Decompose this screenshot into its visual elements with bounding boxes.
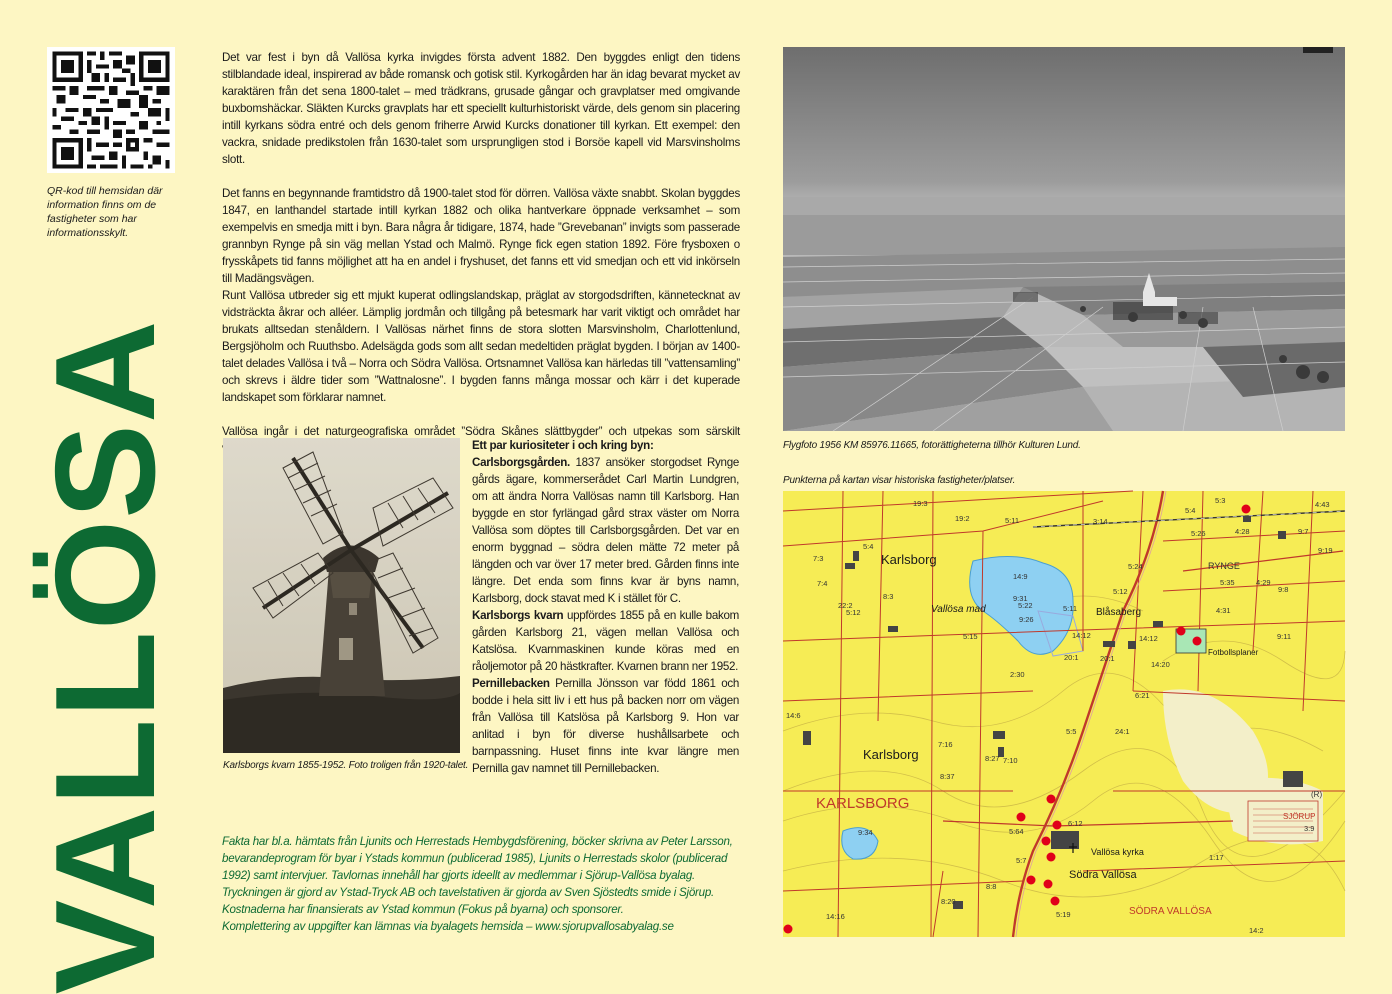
- map-parcel-number: 19:2: [955, 514, 970, 523]
- map-parcel-number: 14:9: [1013, 572, 1028, 581]
- curiosities: [472, 437, 739, 777]
- map-label-fotbollsplaner: Fotbollsplaner: [1208, 648, 1259, 657]
- map-parcel-number: 5:24: [1128, 562, 1143, 571]
- curiosity-text-1: 1837 ansöker storgodset Rynge gårds ägare, kommerserådet Carl Martin Lundgren, om att ändra Norra Vallösas namn till Karlsborg. Han byggde en stor fyrlängad gård strax väster om Norra Vallösa som döptes till Carlsborgsgården. Det var en enorm byggnad – södra delen mätte 72 meter på längden och var över 17 meter bred. Gården finns inte längre. Det enda som finns kvar är byns namn, Karlsborg, dock stavat med K i stället för C.: [472, 456, 739, 605]
- map-parcel-number: 14:6: [786, 711, 801, 720]
- map-parcel-number: 9:7: [1298, 527, 1309, 536]
- sources-line-6[interactable]: Komplettering av uppgifter kan lämnas via byalagets hemsida – www.sjorupvallosabyalag.se: [222, 920, 674, 933]
- map-parcel-number: 8:20: [941, 897, 956, 906]
- intro-paragraph-1: Det var fest i byn då Vallösa kyrka invigdes första advent 1882. Den byggdes enligt den tidens stilblandade ideal, inspirerad av både romansk och gotisk stil. Kyrkogården har än idag bevarat mycket av karaktären från det sena 1800-talet – med trädkrans, grusade gångar och gravplatser med omgivande buxbomshäckar. Släkten Kurcks gravplats har ett speciellt kulturhistoriskt värde, dels genom sin placering intill kyrkans södra entré och dels genom friherre Arwid Kurcks donationer till kyrkan. Ett exempel: den vackra, snidade predikstolen från 1630-talet som ursprungligen stod i Borsöe kapell vid Marsvinsholms slott.: [222, 51, 740, 166]
- map-parcel-number: 5:12: [846, 608, 861, 617]
- map-caption: Punkterna på kartan visar historiska fastigheter/platser.: [783, 475, 1016, 486]
- map-label-vallosa-kyrka: Vallösa kyrka: [1091, 847, 1144, 857]
- map-parcel-number: 7:4: [817, 579, 828, 588]
- map-parcel-number: 14:12: [1072, 631, 1091, 640]
- windmill-caption: Karlsborgs kvarn 1855-1952. Foto troligen från 1920-talet.: [223, 760, 469, 771]
- map-label-sjorup: SJÖRUP: [1283, 812, 1316, 821]
- intro-text: [222, 49, 740, 474]
- sources-line-5: Kostnaderna har finansierats av Ystad kommun (Fokus på byarna) och sponsorer.: [222, 903, 624, 916]
- qr-caption: QR-kod till hemsidan där information finns om de fastigheter som har informationsskylt.: [47, 185, 163, 239]
- map-parcel-number: 6:12: [1068, 819, 1083, 828]
- qr-code[interactable]: [47, 47, 175, 173]
- map-parcel-number: 5:4: [863, 542, 874, 551]
- map-label-vallosa-mad: Vallösa mad: [931, 604, 986, 615]
- map-label-karlsborg-top: Karlsborg: [881, 552, 937, 567]
- intro-paragraph-3: Runt Vallösa utbreder sig ett mjukt kuperat odlingslandskap, präglat av storgodsdriften, kännetecknat av vidsträckta åkrar och alléer. Lämplig jordmån och tillgång på betesmark har varit viktigt och området har brukats alltsedan stenåldern. I Vallösas närhet finns de stora slotten Marsvinsholm, Charlottenlund, Bergsjöholm och Ruuthsbo. Adelsägda gods som allt sedan medeltiden präglat bygden. I början av 1400-talet delades Vallösa i två – Norra och Södra Vallösa. Ortsnamnet Vallösa kan härledas till ”vattensamling” och skrevs i äldre tider som ”Wattnalosne”. I bygden fanns många mossar och kärr i det kuperade landskapet som förklarar namnet.: [222, 289, 740, 404]
- map-parcel-number: 9:11: [1277, 632, 1292, 641]
- map-parcel-number: 5:11: [1063, 604, 1078, 613]
- map-parcel-number: 20:1: [1064, 653, 1079, 662]
- aerial-caption: Flygfoto 1956 KM 85976.11665, fotorättigheterna tillhör Kulturen Lund.: [783, 440, 1081, 451]
- curiosity-name-3: Pernillebacken: [472, 677, 550, 690]
- curiosity-text-2: uppfördes 1855 på en kulle bakom gården Karlsborg 21, vägen mellan Vallösa och Katslösa. Kvarnmaskinen kunde köras med en råoljemotor på 20 hästkrafter. Kvarnen brann ner 1952.: [472, 609, 739, 673]
- map-parcel-number: 22:2: [838, 601, 853, 610]
- map-parcel-number: 9:34: [858, 828, 873, 837]
- map-label-karlsborg-mid: Karlsborg: [863, 747, 919, 762]
- sources-line-4: Tryckningen är gjord av Ystad-Tryck AB och tavelstativen är gjorda av Sven Sjöstedts smide i Sjörup.: [222, 886, 715, 899]
- map-parcel-number: 5:7: [1016, 856, 1027, 865]
- map-parcel-number: 4:29: [1256, 578, 1271, 587]
- map-parcel-number: 1:17: [1209, 853, 1224, 862]
- map-label-sodra-vallosa-caps: SÖDRA VALLÖSA: [1129, 906, 1212, 917]
- map-parcel-number: 5:4: [1185, 506, 1196, 515]
- map-parcel-number: 4:31: [1216, 606, 1231, 615]
- map-parcel-number: 7:3: [813, 554, 824, 563]
- map-parcel-number: 7:10: [1003, 756, 1018, 765]
- map-parcel-number: 9:31: [1013, 594, 1028, 603]
- map-label-sodra-vallosa: Södra Vallösa: [1069, 869, 1137, 881]
- map-parcel-number: 19:3: [913, 499, 928, 508]
- map-parcel-number: 20:1: [1100, 654, 1115, 663]
- map-parcel-number: 8:27: [985, 754, 1000, 763]
- intro-paragraph-2: Det fanns en begynnande framtidstro då 1900-talet stod för dörren. Vallösa växte snabbt. Skolan byggdes 1847, en lanthandel startade intill kyrkan 1882 och olika hantverkare öppnade verksamhet – som exempelvis en smedja mitt i byn. Bara några år tidigare, 1874, hade ”Grevebanan” invigts som passerade grannbyn Rynge på sin väg mellan Ystad och Malmö. Rynge fick egen station 1892. Före frysboxen o frysskåpets tid fanns möjlighet att ha en andel i fryshuset, det fanns ett vid smedjan och ett vid inkörseln till Madängsvägen.: [222, 187, 740, 285]
- map-parcel-number: 9:26: [1019, 615, 1034, 624]
- map-parcel-number: 5:35: [1220, 578, 1235, 587]
- map-parcel-number: 8:37: [940, 772, 955, 781]
- page-title: VALLÖSA: [26, 319, 185, 994]
- map-parcel-number: 14:16: [826, 912, 845, 921]
- sources-line-3: 1992) samt intervjuer. Tavlornas innehåll har gjorts ideellt av medlemmar i Sjörup-Vallösa byalag.: [222, 869, 695, 882]
- qr-code-image: [47, 47, 175, 173]
- map-parcel-number: 14:2: [1249, 926, 1264, 935]
- title-container: [26, 319, 185, 994]
- historical-map: [783, 491, 1345, 937]
- map-compass-label: (R): [1311, 790, 1323, 799]
- intro-paragraph-4: Vallösa ingår i det naturgeografiska området ”Södra Skånes slättbygder” och utpekas som särskilt: [222, 425, 740, 438]
- map-parcel-number: 3:9: [1304, 824, 1315, 833]
- map-parcel-number: 6:21: [1135, 691, 1150, 700]
- map-parcel-number: 5:3: [1215, 496, 1226, 505]
- map-parcel-number: 5:26: [1191, 529, 1206, 538]
- map-label-blasaberg: Blåsaberg: [1096, 607, 1142, 618]
- map-parcel-number: 24:1: [1115, 727, 1130, 736]
- sources-line-1: Fakta har bl.a. hämtats från Ljunits och Herrestads Hembygdsförening, böcker skrivna av Peter Larsson,: [222, 835, 733, 848]
- curiosity-name-1: Carlsborgsgården.: [472, 456, 570, 469]
- map-parcel-number: 14:20: [1151, 660, 1170, 669]
- map-parcel-number: 5:11: [1005, 516, 1020, 525]
- map-parcel-number: 9:8: [1278, 585, 1289, 594]
- curiosity-name-2: Karlsborgs kvarn: [472, 609, 564, 622]
- windmill-photo: [223, 438, 460, 753]
- sources-line-2: bevarandeprogram för byar i Ystads kommun (publicerad 1985), Ljunits o Herrestads skolor (publicerad: [222, 852, 728, 865]
- map-parcel-number: 5:19: [1056, 910, 1071, 919]
- map-parcel-number: 14:12: [1139, 634, 1158, 643]
- map-parcel-number: 3:14: [1093, 517, 1108, 526]
- map-parcel-number: 8:8: [986, 882, 997, 891]
- sources-credits: [222, 833, 742, 935]
- map-parcel-number: 5:12: [1113, 587, 1128, 596]
- map-parcel-number: 5:64: [1009, 827, 1024, 836]
- map-parcel-number: 8:3: [883, 592, 894, 601]
- map-parcel-number: 2:30: [1010, 670, 1025, 679]
- curiosities-heading: Ett par kuriositeter i och kring byn:: [472, 439, 654, 452]
- map-parcel-number: 9:19: [1318, 546, 1333, 555]
- map-parcel-number: 5:22: [1018, 601, 1033, 610]
- aerial-photo: [783, 47, 1345, 431]
- map-parcel-number: 5:15: [963, 632, 978, 641]
- map-parcel-number: 7:16: [938, 740, 953, 749]
- map-parcel-number: 4:28: [1235, 527, 1250, 536]
- curiosity-text-3: Pernilla Jönsson var född 1861 och bodde i hela sitt liv i ett hus på backen norr om vägen från Vallösa till Katslösa på Karlsborg 9. Hon var anlitad i byn för diverse hushållsarbete och barnpassning. Huset finns inte kvar längre men Pernilla gav namnet till Pernillebacken.: [472, 677, 739, 775]
- map-label-rynge: RYNGE: [1208, 561, 1240, 571]
- map-parcel-number: 5:5: [1066, 727, 1077, 736]
- map-parcel-number: 4:43: [1315, 500, 1330, 509]
- map-label-karlsborg-caps: KARLSBORG: [816, 795, 910, 812]
